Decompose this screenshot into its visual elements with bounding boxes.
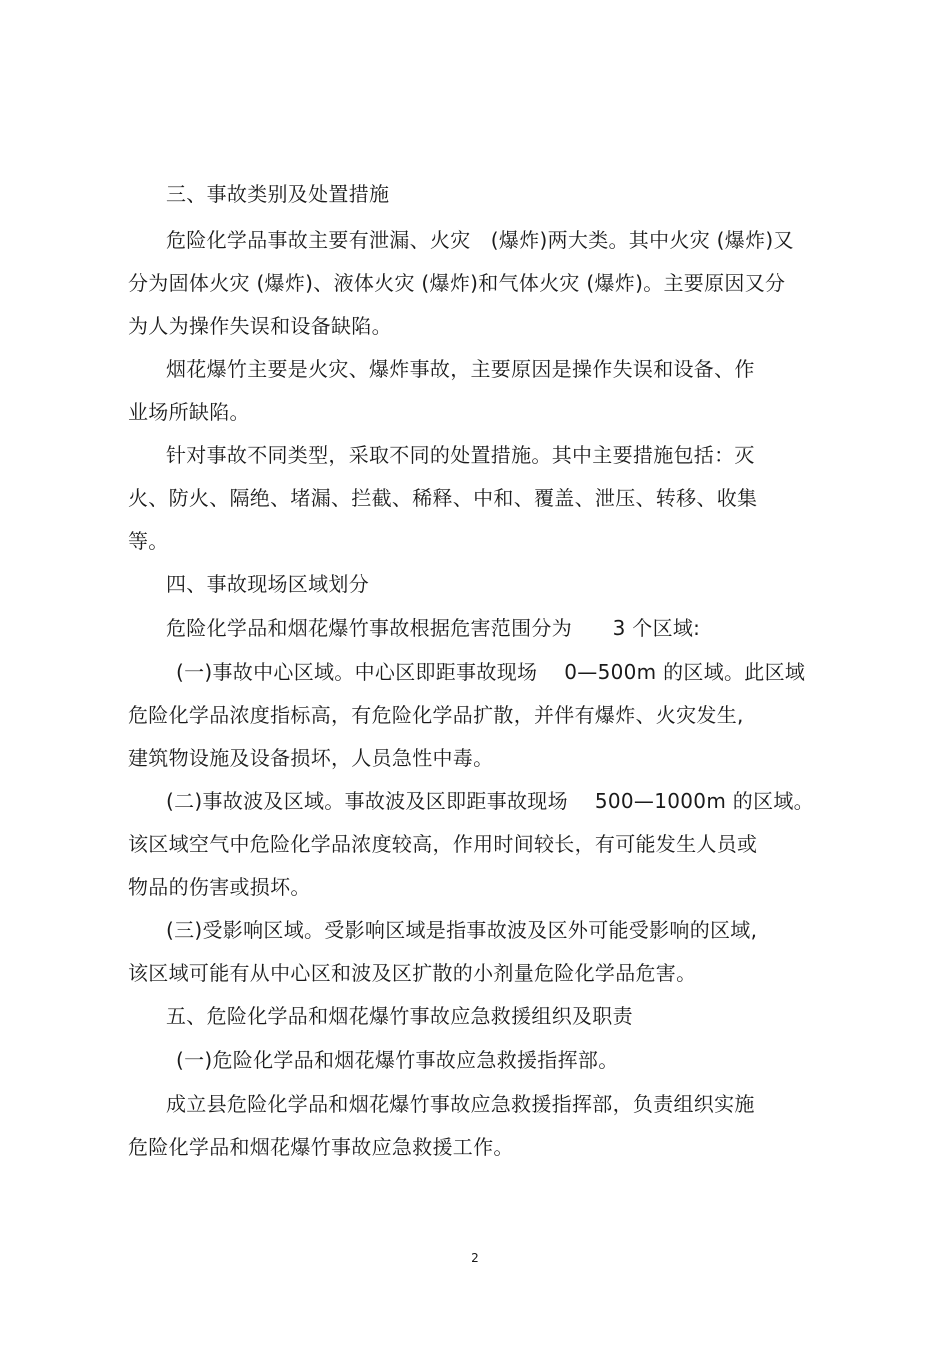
zone2-line1: (二)事故波及区域。事故波及区即距事故现场 500—1000m 的区域。 [166, 789, 814, 813]
zone3-line1: (三)受影响区域。受影响区域是指事故波及区外可能受影响的区域, [166, 918, 758, 942]
section-3-para3-line3: 等。 [128, 529, 169, 553]
section-3-para1-line2: 分为固体火灾 (爆炸)、液体火灾 (爆炸)和气体火灾 (爆炸)。主要原因又分 [128, 271, 786, 295]
section-3-para1-line3: 为人为操作失误和设备缺陷。 [128, 314, 392, 338]
zone1-line3: 建筑物设施及设备损坏，人员急性中毒。 [128, 746, 494, 770]
section-3-para3-line2: 火、防火、隔绝、堵漏、拦截、稀释、中和、覆盖、泄压、转移、收集 [128, 486, 758, 510]
page-number: 2 [471, 1251, 479, 1265]
section-5-sub1: (一)危险化学品和烟花爆竹事故应急救援指挥部。 [176, 1048, 619, 1072]
zone1-line2: 危险化学品浓度指标高，有危险化学品扩散，并伴有爆炸、火灾发生, [128, 703, 744, 727]
section-5-heading: 五、危险化学品和烟花爆竹事故应急救援组织及职责 [166, 1004, 633, 1028]
section-5-para-line2: 危险化学品和烟花爆竹事故应急救援工作。 [128, 1135, 514, 1159]
zone3-line2: 该区域可能有从中心区和波及区扩散的小剂量危险化学品危害。 [128, 961, 697, 985]
section-4-heading: 四、事故现场区域划分 [166, 572, 369, 596]
section-3-para3-line1: 针对事故不同类型，采取不同的处置措施。其中主要措施包括：灭 [166, 443, 755, 467]
section-3-para2-line1: 烟花爆竹主要是火灾、爆炸事故，主要原因是操作失误和设备、作 [166, 357, 755, 381]
zone1-line1: (一)事故中心区域。中心区即距事故现场 0—500m 的区域。此区域 [176, 660, 806, 684]
zone2-line2: 该区域空气中危险化学品浓度较高，作用时间较长，有可能发生人员或 [128, 832, 758, 856]
section-3-para2-line2: 业场所缺陷。 [128, 400, 250, 424]
section-5-para-line1: 成立县危险化学品和烟花爆竹事故应急救援指挥部，负责组织实施 [166, 1092, 755, 1116]
section-4-intro: 危险化学品和烟花爆竹事故根据危害范围分为 3 个区域: [166, 616, 701, 640]
section-3-para1-line1: 危险化学品事故主要有泄漏、火灾 (爆炸)两大类。其中火灾 (爆炸)又 [166, 228, 794, 252]
zone2-line3: 物品的伤害或损坏。 [128, 875, 311, 899]
section-3-heading: 三、事故类别及处置措施 [166, 182, 390, 206]
